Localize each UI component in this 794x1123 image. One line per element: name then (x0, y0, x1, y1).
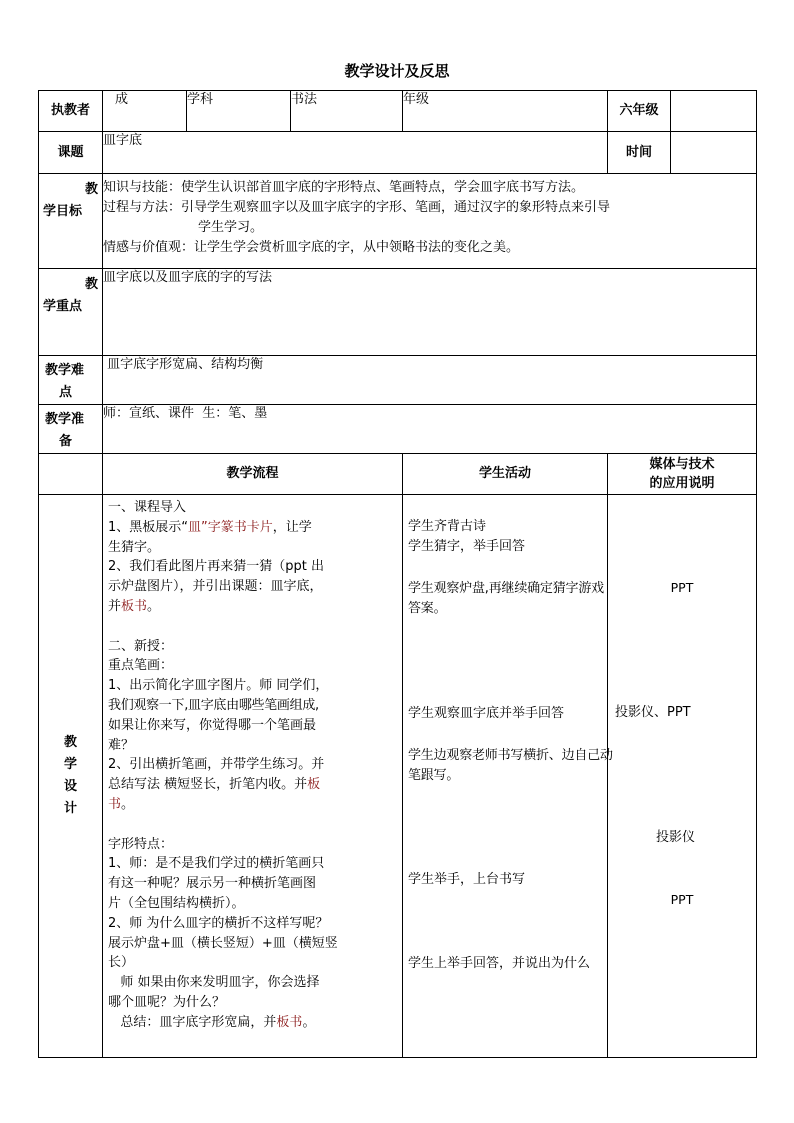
flow-step-8 (108, 1013, 400, 1033)
key-points-label (39, 269, 103, 356)
objectives-label-line2: 学目标 (43, 204, 83, 219)
objective-emotion: 情感与价值观：让学生学会赏析皿字底的字，从中领略书法的变化之美。 (103, 240, 520, 255)
lesson-plan-table (38, 90, 757, 1058)
flow-step-2c-c: 。 (147, 598, 161, 614)
key-points-label-line1: 教 (84, 277, 98, 292)
difficulties-value: 皿字底字形宽扁、结构均衡 (103, 356, 757, 405)
grade-label: 年级 (403, 91, 608, 132)
flow-step-7a: 师 如果由你来发明皿字，你会选择 (108, 975, 320, 991)
flow-step-1-a: 1、黑板展示“ (108, 519, 189, 535)
media-1: PPT (670, 580, 694, 595)
activity-3a: 学生观察炉盘,再继续确定猜字游戏 (408, 581, 604, 596)
design-header-row (39, 454, 757, 495)
media-header-line2: 的应用说明 (649, 476, 715, 491)
objectives-label-line1: 教 (84, 182, 98, 197)
activity-7: 学生上举手回答，并说出为什么 (408, 956, 591, 971)
objective-process-cont: 学生学习。 (198, 220, 264, 235)
flow-header: 教学流程 (103, 454, 403, 495)
objectives-row (39, 174, 757, 269)
grade-value: 六年级 (608, 91, 671, 132)
design-label-2: 学 (63, 757, 77, 772)
activity-group-2 (408, 579, 604, 619)
flow-step-2c-b: 板书 (121, 598, 148, 614)
key-points-value: 皿字底以及皿字底的字的写法 (103, 269, 757, 356)
activity-1: 学生齐背古诗 (408, 519, 487, 534)
media-3: 投影仪 (656, 830, 696, 845)
flow-step-5b: 有这一种呢？展示另一种横折笔画图 (108, 876, 317, 892)
flow-subsection-strokes: 重点笔画： (108, 658, 174, 674)
flow-step-2c (108, 597, 400, 617)
teacher-label: 执教者 (39, 91, 103, 132)
flow-step-1-c: ”字篆书卡片 (201, 519, 273, 535)
design-label-1: 教 (63, 735, 77, 750)
flow-step-8-b: 并 (263, 1014, 277, 1030)
flow-step-3b: 我们观察一下,皿字底由哪些笔画组成, (108, 697, 319, 713)
objectives-content (103, 174, 757, 269)
flow-section-new: 二、新授： (108, 638, 174, 654)
activity-group-6 (408, 954, 590, 974)
flow-step-6c: 长） (108, 955, 135, 971)
flow-step-4b (108, 775, 400, 795)
activity-group-5 (408, 870, 525, 890)
time-value (671, 132, 757, 174)
key-points-label-line2: 学重点 (43, 299, 83, 314)
flow-step-3a: 1、出示简化字皿字图片。师 同学们， (108, 678, 329, 694)
flow-step-2a: 2、我们看此图片再来猜一猜（ppt 出 (108, 559, 325, 575)
activity-group-1 (408, 517, 525, 557)
objectives-label (39, 174, 103, 269)
activity-5a: 学生边观察老师书写横折、边自己动 (408, 748, 613, 763)
preparation-label (39, 405, 103, 454)
subject-label: 学科 (187, 91, 291, 132)
media-header-line1: 媒体与技术 (649, 457, 715, 472)
flow-step-2b: 示炉盘图片），并引出课题：皿字底， (108, 579, 323, 595)
design-row (39, 495, 757, 1058)
preparation-row (39, 405, 757, 454)
flow-step-8-c: 板书 (276, 1014, 303, 1030)
topic-value: 皿字底 (103, 132, 608, 174)
difficulties-label-line1: 教学难 (45, 363, 85, 378)
activity-content (403, 495, 613, 1058)
activity-group-3 (408, 704, 564, 724)
activity-header: 学生活动 (403, 454, 608, 495)
key-points-row (39, 269, 757, 356)
activity-6: 学生举手，上台书写 (408, 872, 526, 887)
difficulties-label-line2: 点 (59, 385, 73, 400)
design-label (39, 495, 103, 1058)
flow-step-4c-a: 书 (108, 796, 122, 812)
flow-step-4b-b: 板 (307, 777, 321, 793)
objective-knowledge: 知识与技能：使学生认识部首皿字底的字形特点、笔画特点，学会皿字底书写方法。 (103, 180, 585, 195)
media-4: PPT (670, 892, 694, 907)
flow-step-3c: 如果让你来写，你觉得哪一个笔画最 (108, 717, 317, 733)
activity-5b: 笔跟写。 (408, 767, 460, 783)
difficulties-row (39, 356, 757, 405)
design-header-empty (39, 454, 103, 495)
flow-step-4a: 2、引出横折笔画，并带学生练习。并 (108, 757, 325, 773)
flow-content (103, 495, 403, 1058)
time-label: 时间 (608, 132, 671, 174)
activity-group-4 (408, 746, 613, 786)
objective-process: 过程与方法：引导学生观察皿字以及皿字底字的字形、笔画，通过汉字的象形特点来引导 (103, 200, 611, 215)
activity-3b: 答案。 (408, 600, 447, 616)
difficulties-label (39, 356, 103, 405)
flow-step-5a: 1、师：是不是我们学过的横折笔画只 (108, 856, 325, 872)
flow-step-7b: 哪个皿呢？为什么？ (108, 994, 226, 1010)
preparation-label-line1: 教学准 (45, 412, 85, 427)
flow-step-4c (108, 795, 400, 815)
design-label-4: 计 (63, 801, 77, 816)
topic-label: 课题 (39, 132, 103, 174)
teacher-value: 成 (103, 91, 187, 132)
design-label-3: 设 (63, 779, 77, 794)
activity-2: 学生猜字，举手回答 (408, 538, 526, 554)
flow-step-8-d: 。 (302, 1014, 316, 1030)
flow-step-1 (108, 518, 400, 538)
flow-step-4b-a: 总结写法 横短竖长，折笔内收。并 (108, 777, 308, 793)
flow-step-1-cont: 生猜字。 (108, 539, 161, 555)
activity-4: 学生观察皿字底并举手回答 (408, 706, 565, 721)
flow-step-4c-b: 。 (121, 796, 135, 812)
flow-step-6b: 展示炉盘+皿（横长竖短）+皿（横短竖 (108, 935, 338, 951)
flow-spacer-2 (108, 815, 400, 835)
header-row (39, 91, 757, 132)
flow-step-2c-a: 并 (108, 598, 122, 614)
flow-step-1-d: ，让学 (272, 519, 312, 535)
media-content (608, 495, 757, 1058)
document-title: 教学设计及反思 (344, 62, 450, 80)
media-header (608, 454, 757, 495)
topic-row (39, 132, 757, 174)
flow-spacer-1 (108, 617, 400, 637)
preparation-value: 师：宣纸、课件 生：笔、墨 (103, 405, 757, 454)
preparation-label-line2: 备 (59, 434, 73, 449)
flow-section-intro: 一、课程导入 (108, 500, 187, 515)
flow-step-1-b: 皿 (188, 519, 202, 535)
flow-step-8-a: 总结：皿字底字形宽扁， (108, 1014, 264, 1030)
flow-step-5c: 片（全包围结构横折）。 (108, 895, 245, 911)
subject-value: 书法 (291, 91, 403, 132)
flow-step-6a: 2、师 为什么皿字的横折不这样写呢？ (108, 915, 329, 931)
header-empty-cell (671, 91, 757, 132)
flow-step-3d: 难？ (108, 737, 135, 753)
media-2: 投影仪、PPT (615, 705, 691, 720)
flow-subsection-shape: 字形特点： (108, 836, 174, 852)
